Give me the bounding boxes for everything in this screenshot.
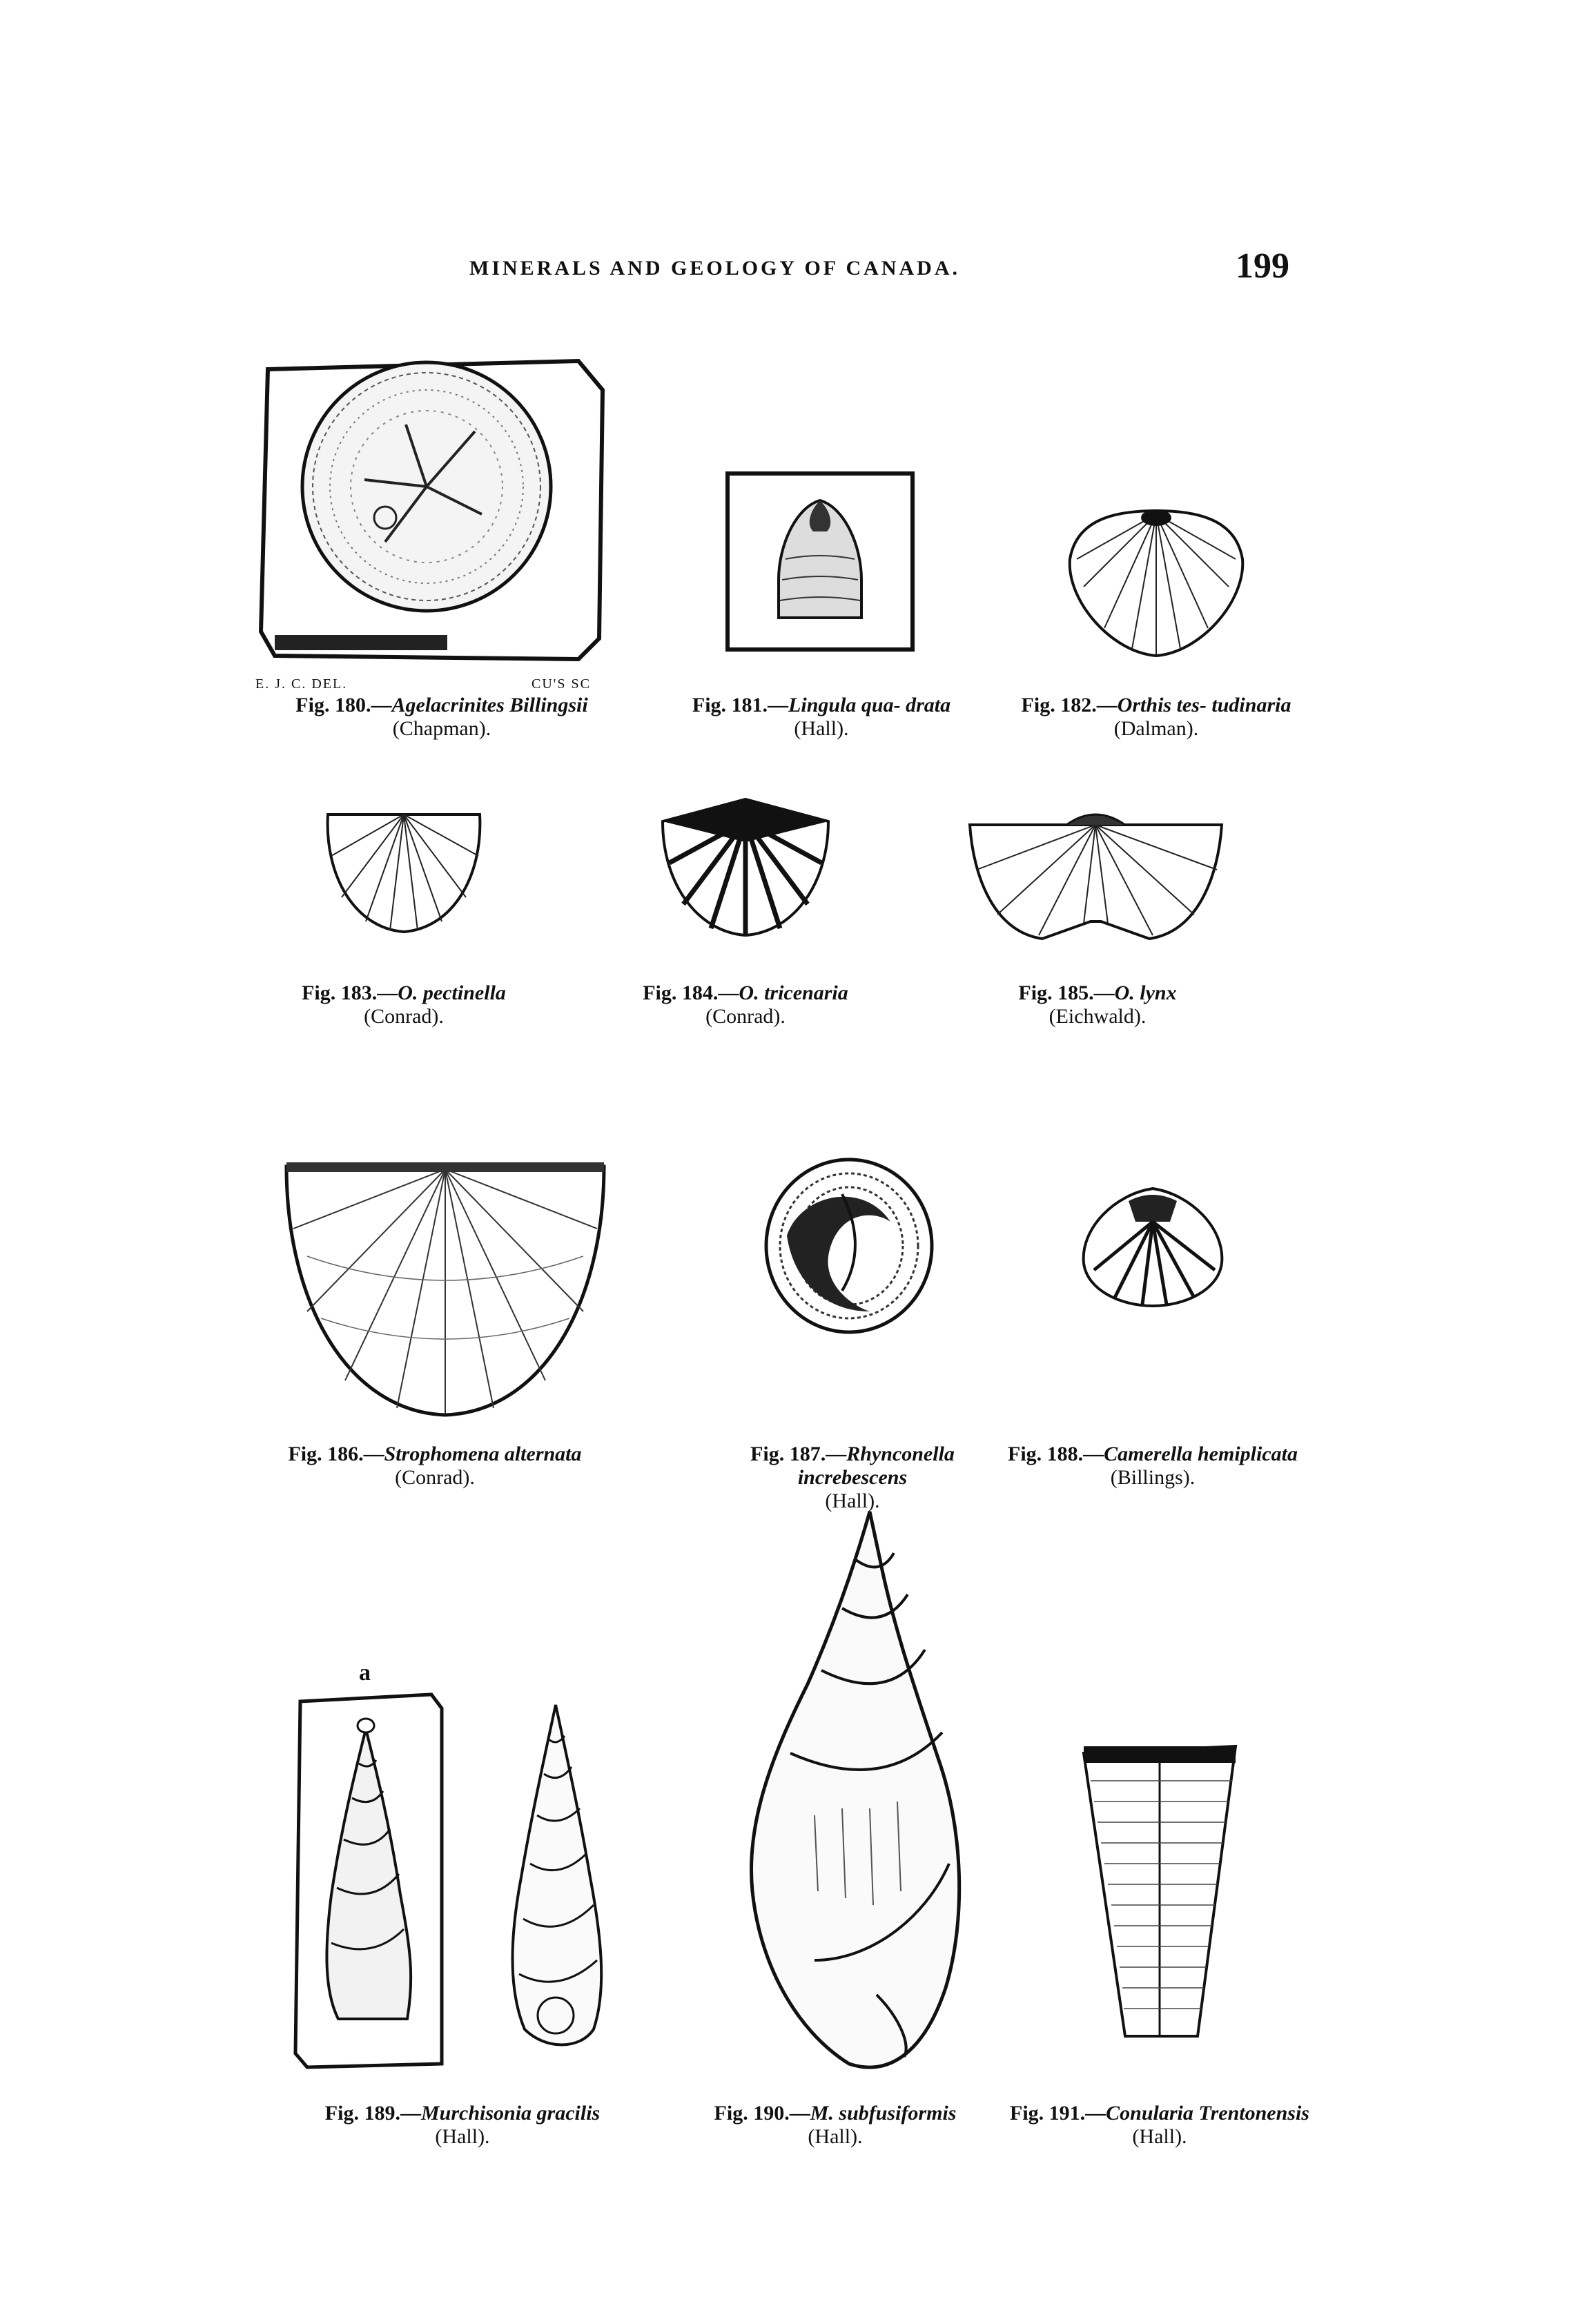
caption-fig-191: Fig. 191.—Conularia Trentonensis (Hall). <box>1010 2102 1309 2148</box>
fossil-illustration-camerella <box>1073 1180 1232 1311</box>
fossil-illustration-agelacrinites <box>254 349 613 663</box>
caption-fig-181: Fig. 181.—Lingula qua- drata (Hall). <box>692 694 951 740</box>
running-header: MINERALS AND GEOLOGY OF CANADA. <box>469 257 960 280</box>
fossil-illustration-strophomena <box>280 1153 611 1422</box>
caption-fig-188: Fig. 188.—Camerella hemiplicata (Billings). <box>1008 1443 1298 1489</box>
caption-fig-187: Fig. 187.—Rhynconella increbescens (Hall). <box>750 1443 955 1512</box>
fig-189-label-a: a <box>359 1660 371 1686</box>
caption-fig-189: Fig. 189.—Murchisonia gracilis (Hall). <box>324 2102 601 2148</box>
fossil-illustration-lingula <box>723 469 920 656</box>
caption-fig-182: Fig. 182.—Orthis tes- tudinaria (Dalman). <box>1021 694 1291 740</box>
credit-engraver: CU'S SC <box>531 676 591 692</box>
caption-fig-180: Fig. 180.—Agelacrinites Billingsii (Chapman). <box>295 694 588 740</box>
fossil-illustration-orthis-lynx <box>963 801 1229 949</box>
fossil-illustration-subfusiformis <box>732 1505 980 2084</box>
fossil-illustration-murchisonia-shell <box>490 1698 621 2057</box>
fossil-illustration-orthis-testudinaria <box>1056 497 1256 663</box>
caption-fig-183: Fig. 183.—O. pectinella (Conrad). <box>302 982 506 1028</box>
fossil-illustration-orthis-pectinella <box>314 801 494 939</box>
fossil-illustration-conularia <box>1077 1739 1242 2043</box>
fossil-illustration-rhynconella <box>759 1153 939 1339</box>
fossil-illustration-orthis-tricenaria <box>652 794 839 939</box>
caption-fig-185: Fig. 185.—O. lynx (Eichwald). <box>1018 982 1177 1028</box>
caption-fig-184: Fig. 184.—O. tricenaria (Conrad). <box>643 982 848 1028</box>
caption-fig-190: Fig. 190.—M. subfusiformis (Hall). <box>714 2102 957 2148</box>
credit-artist: E. J. C. DEL. <box>255 676 348 692</box>
caption-fig-186: Fig. 186.—Strophomena alternata (Conrad). <box>288 1443 582 1489</box>
fossil-illustration-murchisonia-slab <box>290 1688 449 2074</box>
page-number: 199 <box>1236 246 1289 286</box>
